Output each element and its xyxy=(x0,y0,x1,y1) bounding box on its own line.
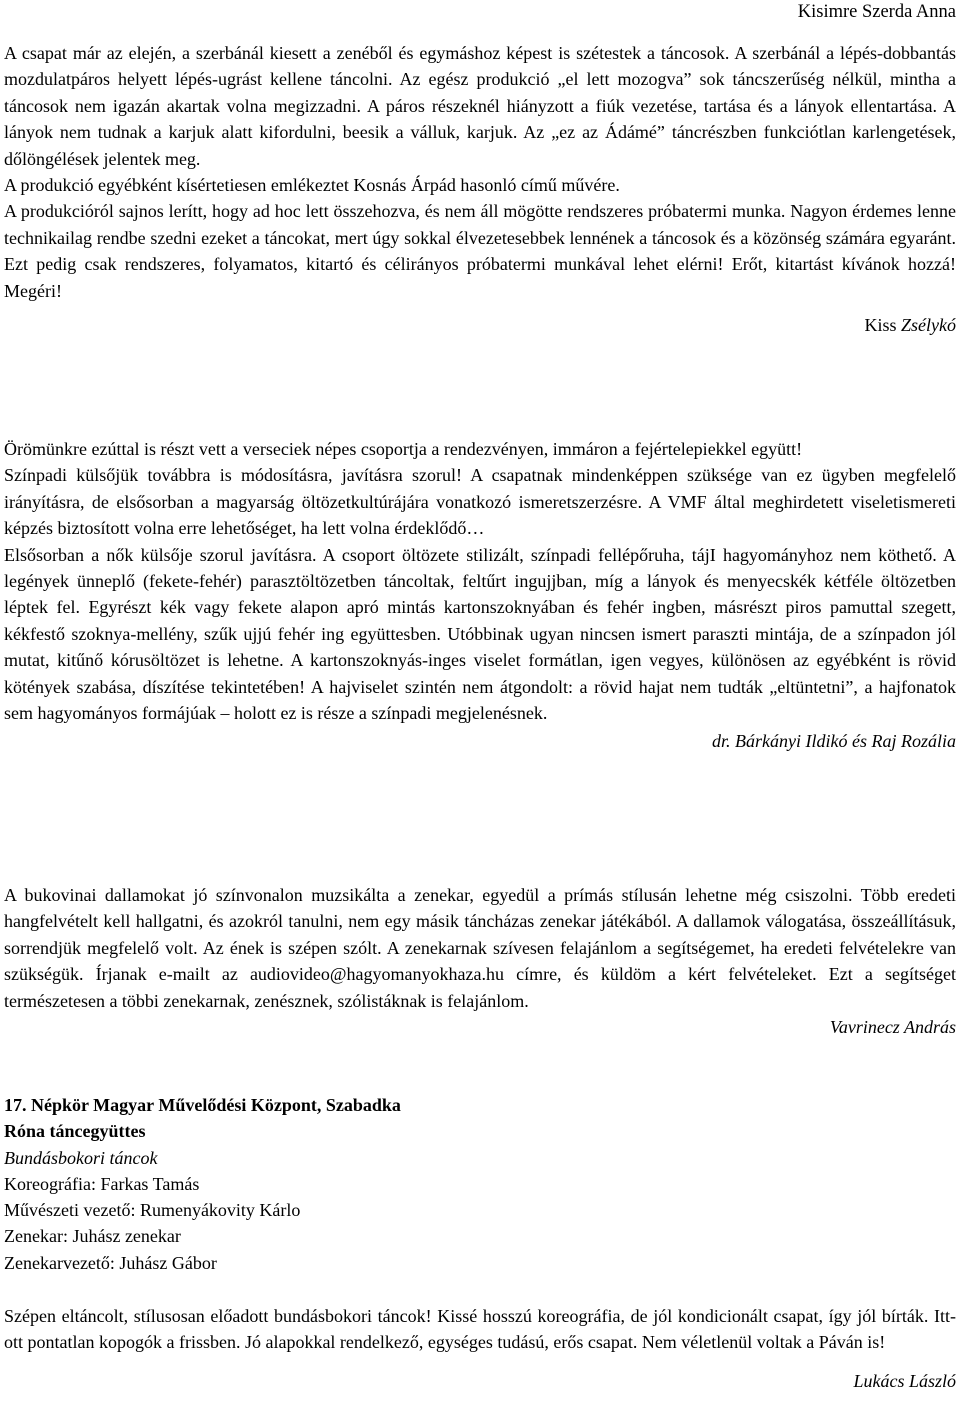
band-leader: Zenekarvezető: Juhász Gábor xyxy=(4,1252,217,1273)
entry-title: 17. Népkör Magyar Művelődési Központ, Szabadka xyxy=(4,1095,401,1115)
signature xyxy=(4,312,956,338)
paragraph: Színpadi külsőjük továbbra is módosításra, javításra szorul! A csapatnak mindenképpen szüksége van ez ügyben megfelelő irányításra, de elsősorban a magyarság öltözetkultúrájára vonatkozó ismeretszerzésre. A VMF által meghirdetett viseletismereti képzés biztosított volna erre lehetőséget, ha lett volna érdeklődő… xyxy=(4,465,956,539)
paragraph: Elsősorban a nők külsője szorul javításra. A csoport öltözete stilizált, színpadi fellépőruha, tájI hagyományhoz nem köthető. A legények ünneplő (fekete-fehér) parasztöltözetben táncoltak, feltűrt ingujjban, míg a lányok és menyecskék kétféle öltözetben léptek fel. Egyrészt kék vagy fekete alapon apró mintás kartonszoknyában és fehér ingben, másrészt piros pamuttal szegett, kékfestő szoknya-mellény, szűk ujjú fehér ing együttesben. Utóbbinak ugyan nincsen ismert paraszti mintája, de a színpadon jól mutat, kitűnő kórusöltözet is lehetne. A kartonszoknyás-inges viselet formátlan, igen vegyes, különösen az egyébként is rövid kötények szabása, díszítése tekintetében! A hajviselet szintén nem átgondolt: a rövid hajat nem tudták „eltüntetni”, a hajfonatok sem hagyományos formájúak – holott ez is része a színpadi megjelenésnek. xyxy=(4,544,956,724)
header-author: Kisimre Szerda Anna xyxy=(797,2,956,22)
dance-title: Bundásbokori táncok xyxy=(4,1147,158,1168)
choreography: Koreográfia: Farkas Tamás xyxy=(4,1173,200,1194)
paragraph: Örömünkre ezúttal is részt vett a verseciek népes csoportja a rendezvényen, immáron a fejértelepiekkel együtt! xyxy=(4,439,803,459)
signature: Lukács László xyxy=(853,1370,956,1391)
paragraph: A produkcióról sajnos lerítt, hogy ad hoc lett összehozva, és nem áll mögötte rendszeres próbatermi munka. Nagyon érdemes lenne technikailag rendbe szedni ezeket a táncokat, mert úgy sokkal élvezetesebbek lennének a táncosok és a közönség számára egyaránt. Ezt pedig csak rendszeres, folyamatos, kitartó és célirányos próbatermi munkával lehet elérni! Erőt, kitartást kívánok hozzá! Megéri! xyxy=(4,201,956,301)
review-section-1 xyxy=(4,40,956,338)
review-section-2 xyxy=(4,436,956,755)
paragraph: A bukovinai dallamokat jó színvonalon muzsikálta a zenekar, egyedül a prímás stílusán lehetne még csiszolni. Több eredeti hangfelvételt kell hallgatni, és azokról tanulni, nem egy másik táncházas zenekar játékából. A dallamok válogatása, összeállításuk, sorrendjük megfelelő volt. Az ének is szépen szólt. A zenekarnak szívesen felajánlom a segítségemet, ha eredeti felvételekre van szükségük. Írjanak e-mailt az audiovideo@hagyomanyokhaza.hu címre, és küldöm a kért felvételeket. Ezt a segítséget természetesen a többi zenekarnak, zenésznek, szólistáknak is felajánlom. xyxy=(4,885,956,1011)
signature: dr. Bárkányi Ildikó és Raj Rozália xyxy=(712,731,956,752)
entry-17 xyxy=(4,1092,956,1276)
review-section-5 xyxy=(4,1303,956,1394)
signature: Vavrinecz András xyxy=(829,1017,956,1038)
paragraph: A produkció egyébként kísértetiesen emlékeztet Kosnás Árpád hasonló című művére. xyxy=(4,175,620,196)
paragraph: A csapat már az elején, a szerbánál kiesett a zenéből és egymáshoz képest is szétestek a táncosok. A szerbánál a lépés-dobbantás mozdulatpáros helyett lépés-ugrást kellene táncolni. Az egész produkció „el lett mozogva” sok táncszerűség nélkül, mintha a táncosok nem igazán akartak volna megizzadni. A páros részeknél hiányzott a fiúk vezetése, tartása és a lányok ellentartása. A lányok nem tudnak a karjuk alatt kifordulni, beesik a válluk, karjuk. Az „ez az Ádámé” táncrészben funkciótlan karlengetések, dőlöngélések jelentek meg. xyxy=(4,43,956,169)
paragraph: Szépen eltáncolt, stílusosan előadott bundásbokori táncok! Kissé hosszú koreográfia, de jól kondicionált csapat, így jól bírták. Itt-ott pontatlan kopogók a frissben. Jó alapokkal rendelkező, egységes tudású, erős csapat. Nem véletlenül voltak a Páván is! xyxy=(4,1306,956,1353)
group-name: Róna táncegyüttes xyxy=(4,1121,146,1142)
band: Zenekar: Juhász zenekar xyxy=(4,1226,181,1247)
signature-upright: Kiss xyxy=(864,315,897,336)
review-section-3 xyxy=(4,882,956,1040)
art-director: Művészeti vezető: Rumenyákovity Kárlo xyxy=(4,1200,301,1221)
signature-italic: Zsélykó xyxy=(896,315,956,336)
